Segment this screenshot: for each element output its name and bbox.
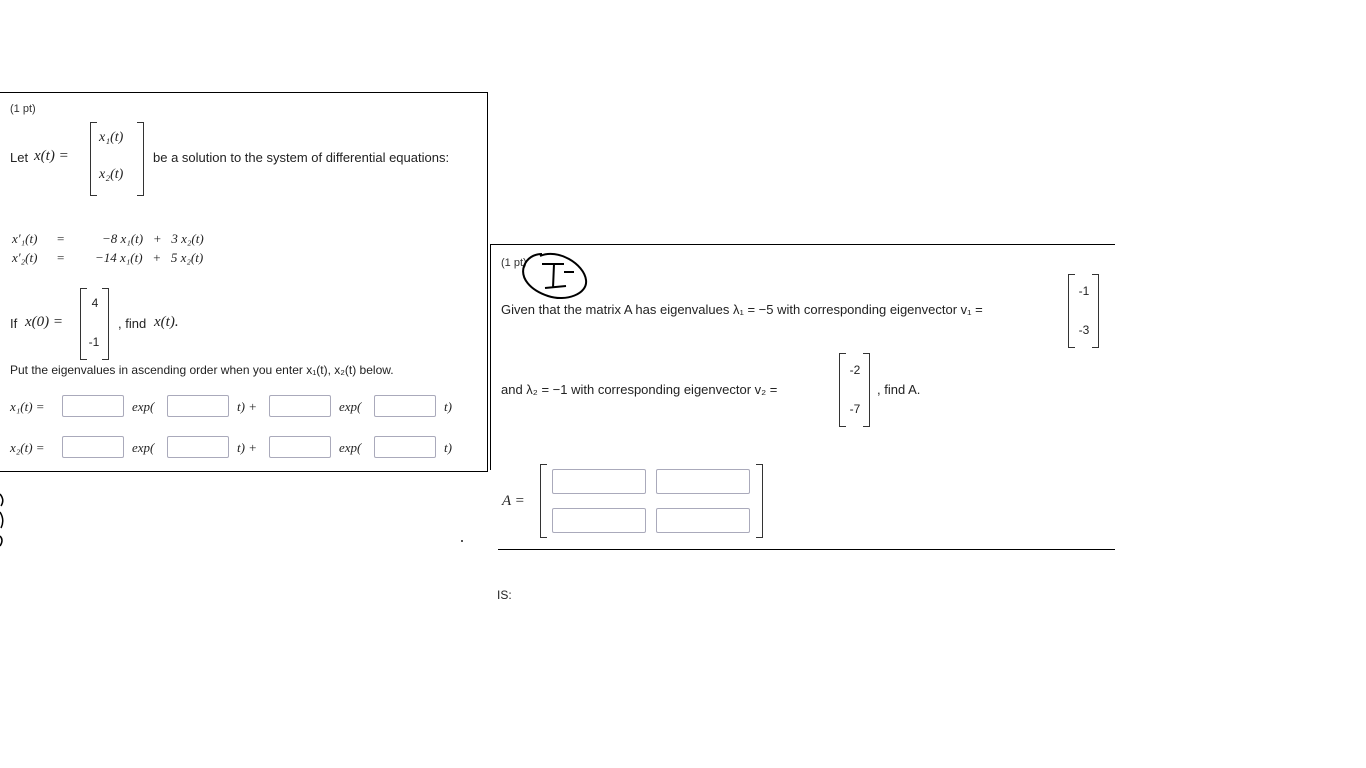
stray-dot [461, 540, 463, 542]
problem-2-points: (1 pt) [501, 257, 527, 269]
row1-exp1-label: exp( [132, 399, 155, 414]
row2-label: x₂(t) = [10, 440, 45, 455]
find-math: x(t). [154, 314, 179, 330]
find-a-text: , find A. [877, 382, 921, 397]
x2-eigenvalue-1-input[interactable] [167, 436, 229, 458]
x2-coefficient-2-input[interactable] [269, 436, 331, 458]
v2-top-entry: -2 [849, 363, 861, 377]
matrix-a11-input[interactable] [552, 469, 646, 494]
eq2-lhs: x′₂(t) [12, 250, 38, 265]
eq1-lhs: x′₁(t) [12, 231, 38, 246]
row2-end-label: t) [444, 440, 452, 455]
initial-bottom-entry: -1 [88, 335, 100, 349]
x1-eigenvalue-1-input[interactable] [167, 395, 229, 417]
initial-top-entry: 4 [91, 296, 99, 310]
stray-text: IS: [497, 588, 512, 602]
find-label: , find [118, 316, 147, 331]
problem-1-panel [0, 92, 488, 472]
vector-left-bracket [90, 122, 97, 196]
given-text: Given that the matrix A has eigenvalues λ₁ = −5 with corresponding eigenvector v₁ = [501, 302, 983, 317]
panel-top-border [490, 244, 1115, 245]
x1-coefficient-1-input[interactable] [62, 395, 124, 417]
matrix-a22-input[interactable] [656, 508, 750, 533]
stray-bracket-marks [0, 490, 8, 550]
v2-right-bracket [863, 353, 870, 427]
panel-bottom-border [498, 549, 1115, 550]
solution-text: be a solution to the system of differential equations: [153, 150, 450, 165]
v2-bottom-entry: -7 [849, 402, 861, 416]
let-label: Let [10, 150, 29, 165]
x0-label: x(0) = [25, 314, 64, 330]
row1-plus-label: t) + [237, 399, 257, 414]
panel-left-border [490, 244, 491, 470]
if-label: If [10, 316, 18, 331]
row1-label: x₁(t) = [10, 399, 45, 414]
row1-end-label: t) [444, 399, 452, 414]
matrix-a12-input[interactable] [656, 469, 750, 494]
v1-top-entry: -1 [1078, 284, 1090, 298]
matrix-a21-input[interactable] [552, 508, 646, 533]
initial-left-bracket [80, 288, 87, 360]
matrix-left-bracket [540, 464, 547, 538]
instruction-text: Put the eigenvalues in ascending order when you enter x₁(t), x₂(t) below. [10, 363, 394, 377]
v1-right-bracket [1092, 274, 1099, 348]
x1-coefficient-2-input[interactable] [269, 395, 331, 417]
vector-bottom-entry: x₂(t) [99, 167, 124, 182]
eq2-rhs: −14 x₁(t) + 5 x₂(t) [95, 250, 204, 265]
vector-right-bracket [137, 122, 144, 196]
eq1-rhs: −8 x₁(t) + 3 x₂(t) [102, 231, 204, 246]
x1-eigenvalue-2-input[interactable] [374, 395, 436, 417]
row2-exp1-label: exp( [132, 440, 155, 455]
matrix-a-label: A = [502, 493, 525, 509]
row2-plus-label: t) + [237, 440, 257, 455]
problem-1-points: (1 pt) [10, 103, 36, 115]
x2-coefficient-1-input[interactable] [62, 436, 124, 458]
initial-right-bracket [102, 288, 109, 360]
x2-eigenvalue-2-input[interactable] [374, 436, 436, 458]
handwritten-circle-annotation-icon [518, 250, 590, 302]
x-of-t-label: x(t) = [34, 148, 69, 164]
row2-exp2-label: exp( [339, 440, 362, 455]
row1-exp2-label: exp( [339, 399, 362, 414]
and-text: and λ₂ = −1 with corresponding eigenvector v₂ = [501, 382, 778, 397]
vector-top-entry: x₁(t) [99, 130, 124, 145]
problem-2-panel [490, 244, 1115, 550]
eq1-equals: = [57, 231, 65, 246]
eq2-equals: = [57, 250, 65, 265]
matrix-right-bracket [756, 464, 763, 538]
v1-bottom-entry: -3 [1078, 323, 1090, 337]
